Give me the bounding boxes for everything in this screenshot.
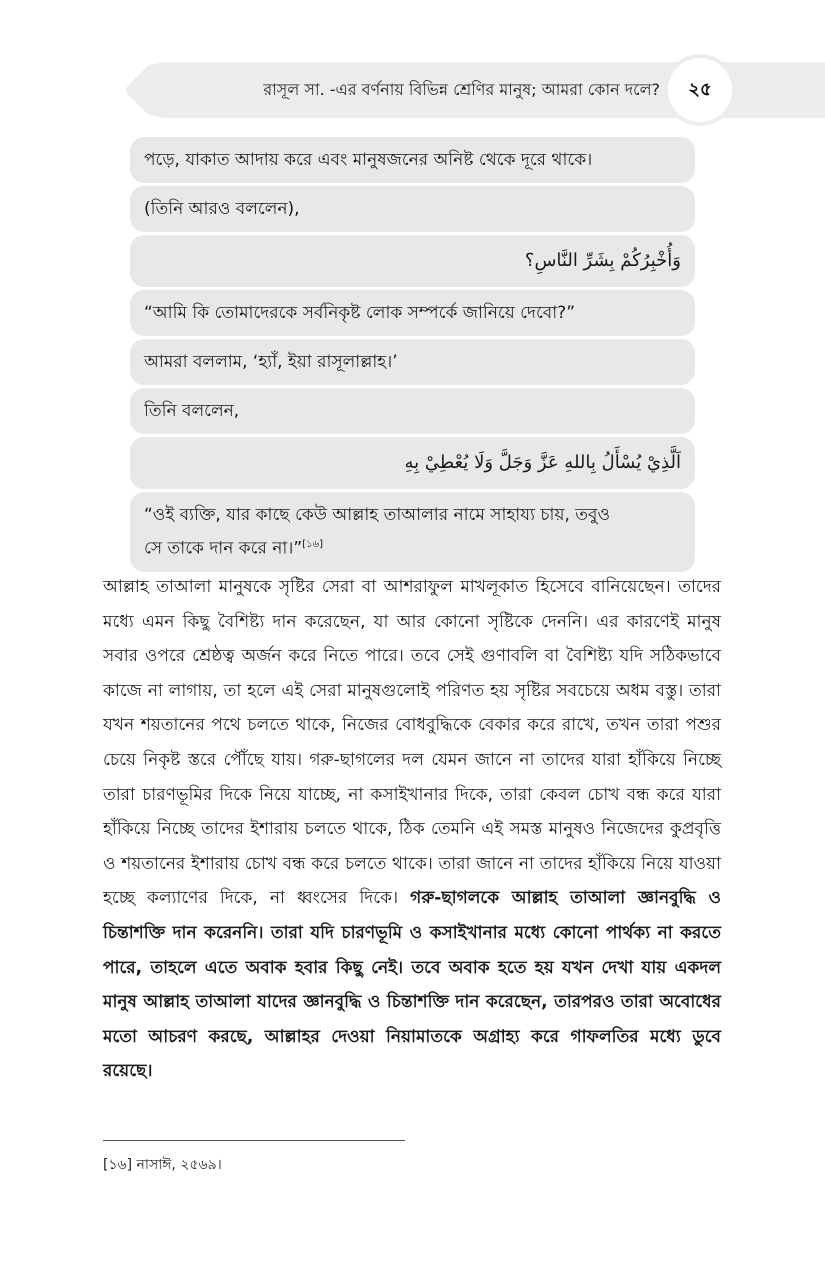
quote-line: সে তাকে দান করে না।” xyxy=(144,538,303,559)
arabic-text: اَلَّذِيْ يُسْأَلُ بِاللهِ عَزَّ وَجَلَّ وَلَا يُعْطِيْ بِهِ xyxy=(130,437,695,489)
footnote-ref[interactable]: [১৬] xyxy=(302,539,323,550)
quote-line: আমরা বললাম, ‘হ্যাঁ, ইয়া রাসূলাল্লাহ।’ xyxy=(130,339,695,385)
footnote-divider xyxy=(103,1140,405,1141)
body-text-bold: গরু-ছাগলকে আল্লাহ তাআলা জ্ঞানবুদ্ধি ও চিন্তাশক্তি দান করেননি। তারা যদি চারণভূমি ও কসাইখানার মধ্যে কোনো পার্থক্য না করতে পারে, তাহলে এতে অবাক হবার কিছু নেই। তবে অবাক হতে হয় যখন দেখা যায় একদল মানুষ আল্লাহ তাআলা যাদের জ্ঞানবুদ্ধি ও চিন্তাশক্তি দান করেছেন, তারপরও তারা অবোধের মতো আচরণ করছে, আল্লাহর দেওয়া নিয়ামাতকে অগ্রাহ্য করে গাফলতির মধ্যে ডুবে রয়েছে। xyxy=(103,888,721,1082)
quote-line: পড়ে, যাকাত আদায় করে এবং মানুষজনের অনিষ্ট থেকে দূরে থাকে। xyxy=(130,137,695,183)
quote-translation xyxy=(130,492,695,572)
quote-line: (তিনি আরও বললেন), xyxy=(130,186,695,232)
running-title: রাসূল সা. -এর বর্ণনায় বিভিন্ন শ্রেণির মানুষ; আমরা কোন দলে? xyxy=(263,79,660,99)
quote-line: “আমি কি তোমাদেরকে সর্বনিকৃষ্ট লোক সম্পর্কে জানিয়ে দেবো?” xyxy=(130,290,695,336)
arabic-text: وَأُخْبِرُكُمْ بِشَرِّ النَّاسِ؟ xyxy=(130,235,695,287)
quote-line: তিনি বললেন, xyxy=(130,388,695,434)
page-number: ২৫ xyxy=(668,58,732,122)
hadith-quote-box xyxy=(130,137,695,575)
body-paragraph xyxy=(103,570,721,1089)
body-text: আল্লাহ তাআলা মানুষকে সৃষ্টির সেরা বা আশরাফুল মাখলূকাত হিসেবে বানিয়েছেন। তাদের মধ্যে এমন কিছু বৈশিষ্ট্য দান করেছেন, যা আর কোনো সৃষ্টিকে দেননি। এর কারণেই মানুষ সবার ওপরে শ্রেষ্ঠত্ব অর্জন করে নিতে পারে। তবে সেই গুণাবলি বা বৈশিষ্ট্য যদি সঠিকভাবে কাজে না লাগায়, তা হলে এই সেরা মানুষগুলোই পরিণত হয় সৃষ্টির সবচেয়ে অধম বস্তু। তারা যখন শয়তানের পথে চলতে থাকে, নিজের বোধবুদ্ধিকে বেকার করে রাখে, তখন তারা পশুর চেয়ে নিকৃষ্ট স্তরে পৌঁছে যায়। গরু-ছাগলের দল যেমন জানে না তাদের যারা হাঁকিয়ে নিচ্ছে তারা চারণভূমির দিকে নিয়ে যাচ্ছে, না কসাইখানার দিকে, তারা কেবল চোখ বন্ধ করে যারা হাঁকিয়ে নিচ্ছে তাদের ইশারায় চলতে থাকে, ঠিক তেমনি এই সমস্ত মানুষও নিজেদের কুপ্রবৃত্তি ও শয়তানের ইশারায় চোখ বন্ধ করে চলতে থাকে। তারা জানে না তাদের হাঁকিয়ে নিয়ে যাওয়া হচ্ছে কল্যাণের দিকে, না ধ্বংসের দিকে। xyxy=(103,577,721,909)
quote-line: “ওই ব্যক্তি, যার কাছে কেউ আল্লাহ তাআলার নামে সাহায্য চায়, তবুও xyxy=(144,505,611,525)
footnote: [১৬] নাসাঈ, ২৫৬৯। xyxy=(103,1157,222,1173)
